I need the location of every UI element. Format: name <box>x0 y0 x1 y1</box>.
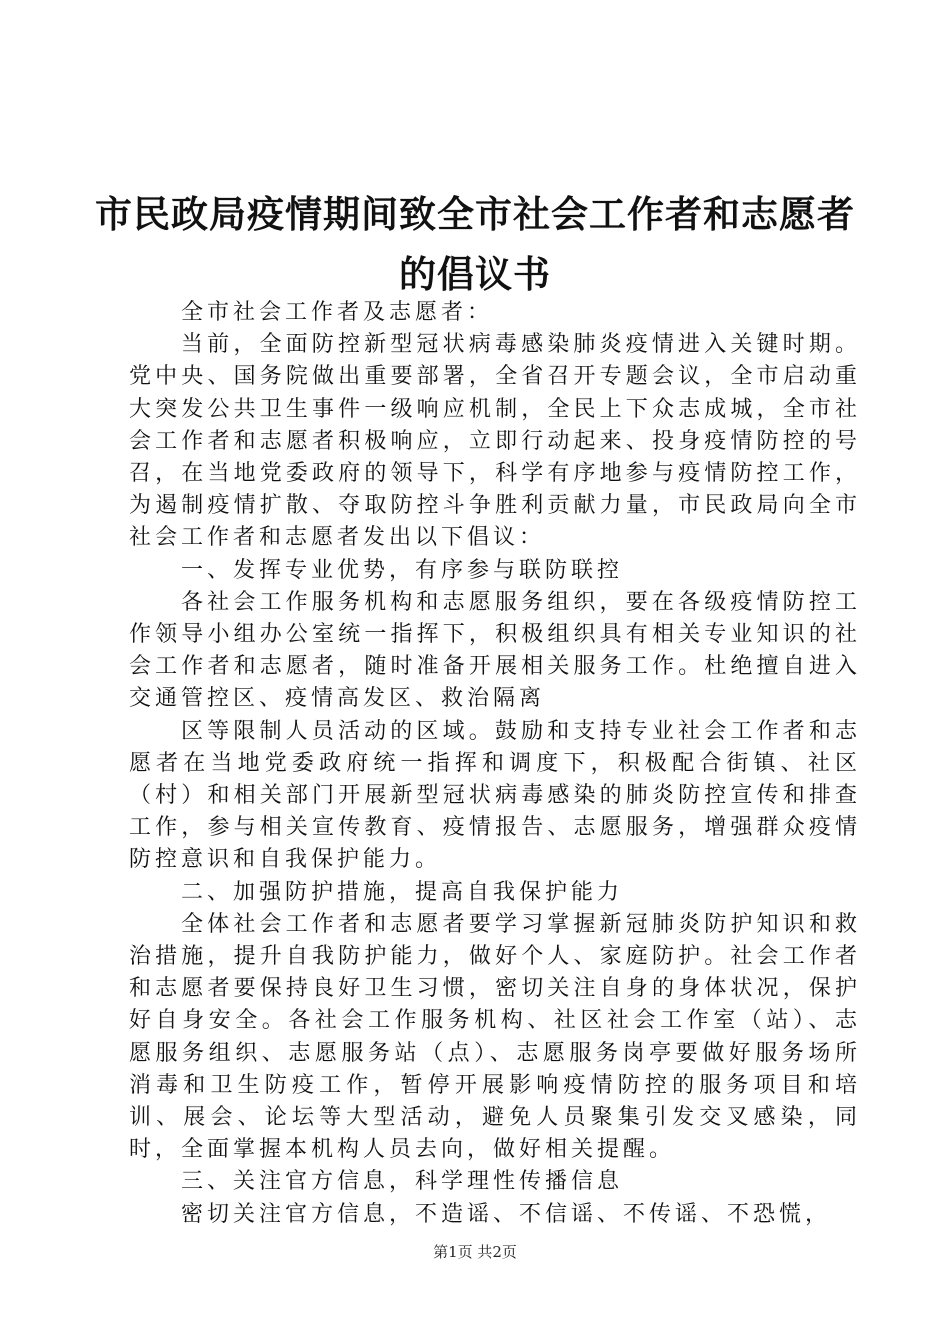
section-heading-2: 二、加强防护措施，提高自我保护能力 <box>181 879 624 905</box>
document-title-line-1: 市民政局疫情期间致全市社会工作者和志愿者 <box>95 193 855 236</box>
section-2-paragraph: 全体社会工作者和志愿者要学习掌握新冠肺炎防护知识和救治措施，提升自我防护能力，做好个人、家庭防护。社会工作者和志愿者要保持良好卫生习惯，密切关注自身的身体状况，保护好自身安全。各社会工作服务机构、社区社会工作室（站）、志愿服务组织、志愿服务站（点）、志愿服务岗亭要做好服务场所消毒和卫生防疫工作，暂停开展影响疫情防控的服务项目和培训、展会、论坛等大型活动，避免人员聚集引发交叉感染，同时，全面掌握本机构人员去向，做好相关提醒。 <box>129 911 861 1163</box>
document-title-line-2: 的倡议书 <box>399 253 551 296</box>
section-heading-1: 一、发挥专业优势，有序参与联防联控 <box>181 557 624 583</box>
salutation: 全市社会工作者及志愿者： <box>181 300 494 325</box>
section-1-paragraph-1: 各社会工作服务机构和志愿服务组织，要在各级疫情防控工作领导小组办公室统一指挥下，积极组织具有相关专业知识的社会工作者和志愿者，随时准备开展相关服务工作。杜绝擅自进入交通管控区、疫情高发区、救治隔离 <box>129 589 861 712</box>
section-1-paragraph-2: 区等限制人员活动的区域。鼓励和支持专业社会工作者和志愿者在当地党委政府统一指挥和调度下，积极配合街镇、社区（村）和相关部门开展新型冠状病毒感染的肺炎防控宣传和排查工作，参与相关宣传教育、疫情报告、志愿服务，增强群众疫情防控意识和自我保护能力。 <box>129 718 861 873</box>
intro-paragraph: 当前，全面防控新型冠状病毒感染肺炎疫情进入关键时期。党中央、国务院做出重要部署，全省召开专题会议，全市启动重大突发公共卫生事件一级响应机制，全民上下众志成城，全市社会工作者和志愿者积极响应，立即行动起来、投身疫情防控的号召，在当地党委政府的领导下，科学有序地参与疫情防控工作，为遏制疫情扩散、夺取防控斗争胜利贡献力量，市民政局向全市社会工作者和志愿者发出以下倡议： <box>129 332 861 551</box>
document-body <box>129 297 861 1231</box>
section-3-paragraph: 密切关注官方信息，不造谣、不信谣、不传谣、不恐慌， <box>181 1201 832 1227</box>
page-number-footer: 第1页 共2页 <box>433 1243 517 1261</box>
section-heading-3: 三、关注官方信息，科学理性传播信息 <box>181 1169 624 1195</box>
